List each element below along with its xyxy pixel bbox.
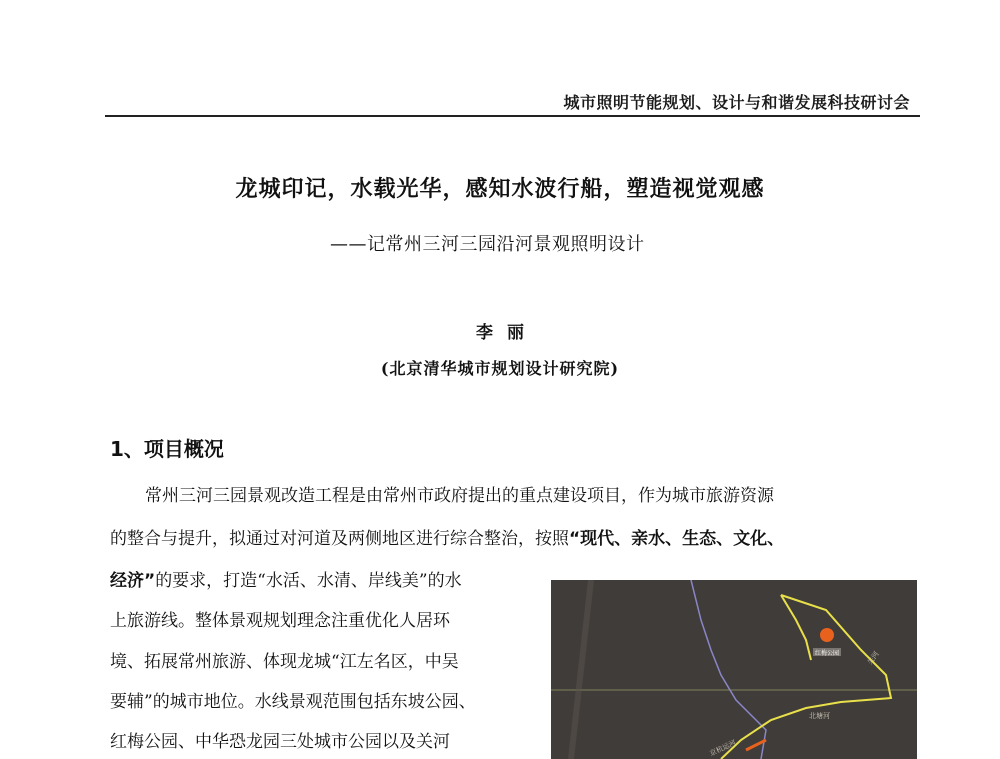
emphasis-text: “现代、亲水、生态、文化、 <box>569 529 785 549</box>
article-subtitle: ——记常州三河三园沿河景观照明设计 <box>330 234 645 255</box>
paragraph-line-2 <box>110 528 784 550</box>
paragraph-line-7: 红梅公园、中华恐龙园三处城市公园以及关河 <box>110 732 450 752</box>
map-label-river-b: 北塘河 <box>809 712 830 720</box>
map-label-park: 红梅公园 <box>815 650 840 657</box>
conference-header: 城市照明节能规划、设计与和谐发展科技研讨会 <box>563 93 910 112</box>
paragraph-line-4: 上旅游线。整体景观规划理念注重优化人居环 <box>110 611 450 631</box>
emphasis-text: 经济” <box>110 571 156 591</box>
map-label-river-a: 关河 <box>866 650 881 667</box>
article-title: 龙城印记，水载光华，感知水波行船，塑造视觉观感 <box>235 177 765 202</box>
section-heading: 1、项目概况 <box>110 437 224 461</box>
paragraph-line-1: 常州三河三园景观改造工程是由常州市政府提出的重点建设项目，作为城市旅游资源 <box>145 486 774 506</box>
paragraph-line-5: 境、拓展常州旅游、体现龙城“江左名区，中吴 <box>110 652 459 672</box>
site-map <box>551 580 917 759</box>
paragraph-text: 的要求，打造“水活、水清、岸线美”的水 <box>155 571 462 591</box>
map-location-marker <box>820 628 834 642</box>
site-map-image <box>551 580 917 759</box>
paragraph-line-6: 要辅”的城市地位。水线景观范围包括东坡公园、 <box>110 692 476 712</box>
author-affiliation: (北京清华城市规划设计研究院) <box>380 359 620 378</box>
header-divider <box>105 115 920 117</box>
paragraph-line-3 <box>110 570 462 592</box>
author-name: 李丽 <box>476 323 538 343</box>
map-texture <box>551 580 917 759</box>
map-label-river-c: 京杭运河 <box>708 738 738 758</box>
paragraph-text: 的整合与提升，拟通过对河道及两侧地区进行综合整治，按照 <box>110 529 569 549</box>
